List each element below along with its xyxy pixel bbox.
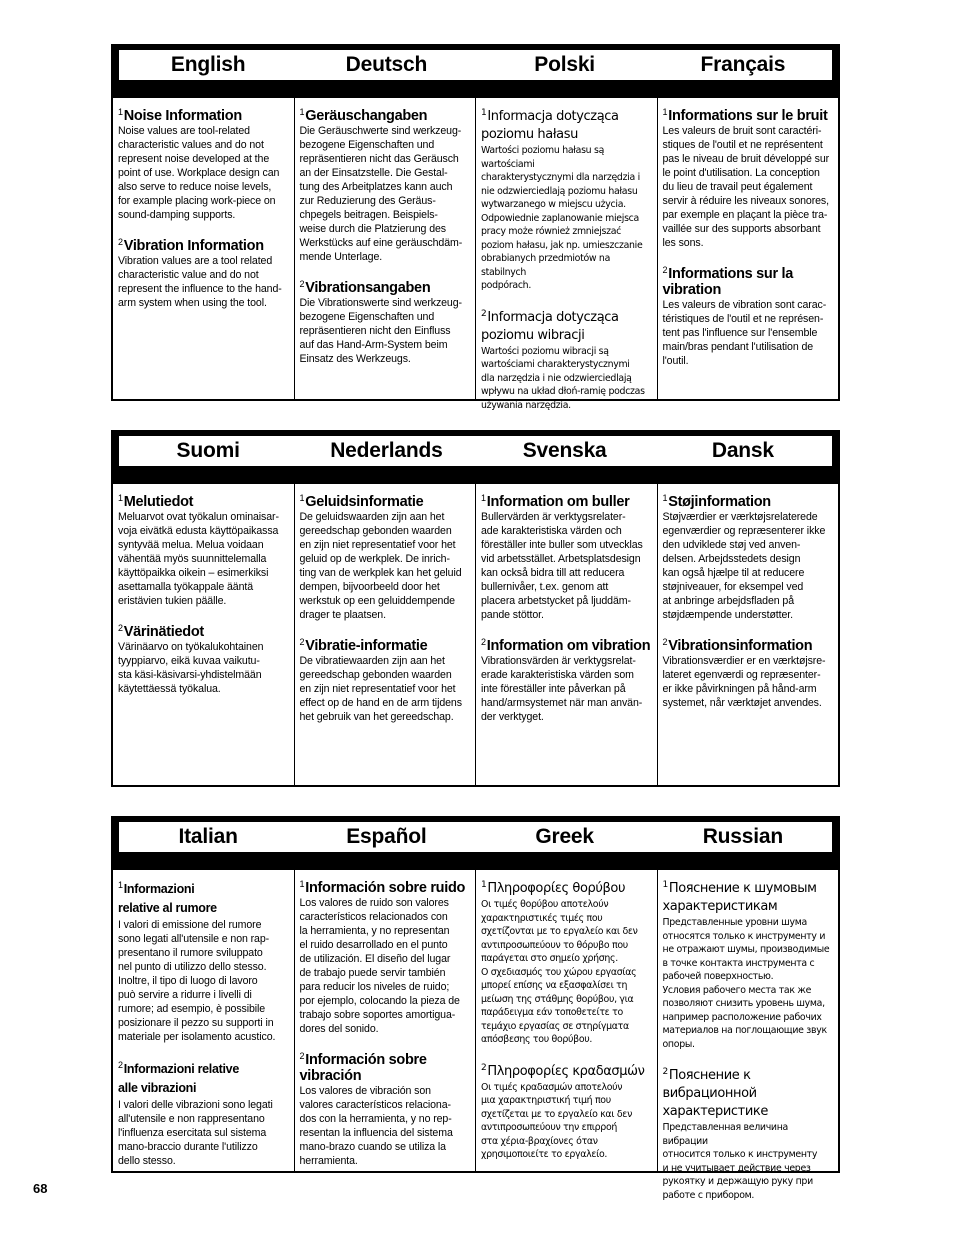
section-body-2: I valori delle vibrazioni sono legati all'utensile e non rappresentano l'influenza esercitata sul sistema mano-braccio durante l'utilizzo dello stesso. [118,1099,273,1167]
section-title-2 [118,620,290,640]
language-columns [113,98,838,411]
section-body-2: De vibratiewaarden zijn aan het gereedschap gebonden waarden en zijn niet representatief voor het effect op de hand en de arm tijdens het gebruik van het gereedschap. [299,655,462,723]
section-title-text: Information om vibration [486,638,651,654]
section-body-1: Noise values are tool-related characteristic values and do not represent noise developed at the point of use. Workplace design can also serve to reduce noise levels, for example placing work-piece on sound-damping supports. [118,125,280,221]
section-title-text: Värinätiedot [123,624,204,640]
footnote-number: 2 [299,1051,305,1061]
column-deutsch [294,98,476,399]
section-title-2 [300,634,472,654]
footnote-number: 2 [481,308,487,319]
footnote-number: 1 [481,493,486,503]
section-body-2: Οι τιμές κραδασμών αποτελούν μια χαρακτηριστική τιμή που σχετίζεται με το εργαλείο και δεν αντιπροσωπεύουν την επιρροή στα χέρια-βραχίονες όταν χρησιμοποιείτε το εργαλείο. [481,1081,633,1160]
section-title-text: Geluidsinformatie [305,494,424,510]
language-title-espanol: Español [346,825,427,848]
section-body-1: Bullervärden är verktygsrelater- ade karakteristiska värden och föreställer inte buller som utvecklas vid arbetsstället. Arbetsplatsdesign kan också bidra till att reducera bullernivåer, t.ex. genom att placera arbetstycket på ljuddäm- pande stöttor. [481,511,643,621]
footnote-number: 1 [299,107,305,117]
footnote-number: 1 [481,108,487,118]
section-body-2: Die Vibrationswerte sind werkzeug- bezogene Eigenschaften und repräsentieren nicht den Einfluss auf das Hand-Arm-System beim Einsatz des Werkzeugs. [299,297,462,365]
section-title-text: Información sobre ruido [305,880,466,896]
language-block-2 [111,430,840,787]
language-title-deutsch: Deutsch [345,53,428,76]
column-francais [657,98,839,399]
section-body-2: Представленная величина вибрации относится только к инструменту и не учитывает действие через рукоятку и держащую руку при работе с прибором. [662,1122,818,1201]
section-title-text: Πληροφορίες θορύβου [487,881,626,896]
section-title-text: Noise Information [123,108,242,124]
section-title-text: Geräuschangaben [305,108,428,124]
section-title-2 [118,1056,290,1098]
section-body-2: Vibrationsvärden är verktygsrelat- erade karakteristiska värden som inte föreställer inte påverkan på hand/armsystemet när man använ- der verktyget. [481,655,643,723]
footnote-number: 1 [118,493,123,503]
footnote-number: 2 [481,1062,487,1073]
section-title-1 [481,876,653,898]
language-header-bar [113,46,838,98]
footnote-number: 2 [118,237,123,247]
section-title-text: Πληροφορίες κραδασμών [487,1063,645,1079]
section-title-2 [663,262,835,298]
column-italian [113,870,294,1171]
section-title-text: Information om buller [486,494,630,510]
section-body-1: De geluidswaarden zijn aan het gereedschap gebonden waarden en zijn niet representatief voor het geluid op de werkplek. De inrich- ting van de werkplek kan het geluid dempen, bijvoorbeeld door het werkstuk op een geluiddempende drager te plaatsen. [299,511,462,621]
footnote-number: 1 [481,880,487,890]
language-title-dansk: Dansk [711,439,774,462]
footnote-number: 1 [299,879,305,889]
footnote-number: 2 [662,1067,668,1077]
section-title-text: Vibration Information [123,238,264,254]
section-title-text: Støjinformation [668,494,771,510]
language-title-svenska: Svenska [522,439,607,462]
section-title-2 [118,234,290,254]
section-title-1 [300,876,472,896]
language-columns [113,870,838,1201]
section-body-1: Meluarvot ovat työkalun ominaisar- voja eivätkä edusta käyttöpaikassa syntyvää melua. Melua voidaan vähentää myös suunnittelemalla käyttöpaikka oikein – esimerkiksi asettamalla työkappale ääntä eristävien tukien päälle. [118,511,279,607]
footnote-number: 1 [662,107,668,117]
language-title-suomi: Suomi [176,439,240,462]
section-title-text: Informacja dotycząca poziomu hałasu [481,109,619,142]
section-title-text: Informacja dotycząca poziomu wibracji [481,309,619,343]
section-title-1 [481,104,653,144]
column-polski [475,98,657,411]
column-dansk [657,484,839,785]
section-title-text: Vibrationsinformation [668,638,813,654]
section-title-text: Пояснение к вибрационной характеристике [662,1068,768,1119]
section-title-1 [663,104,835,124]
footnote-number: 1 [662,880,668,890]
section-title-2 [481,305,653,345]
section-title-2 [663,634,835,654]
section-title-text: Vibrationsangaben [305,280,431,296]
column-greek [475,870,657,1171]
section-title-1 [118,876,290,918]
section-title-text: Informazioni relative alle vibrazioni [118,1062,239,1095]
section-title-1 [118,490,290,510]
section-title-1 [118,104,290,124]
section-title-1 [663,876,835,916]
page-number: 68 [33,1181,48,1196]
section-body-2: Vibration values are a tool related characteristic value and do not represent the influence to the hand- arm system when using the tool. [118,255,282,309]
section-title-text: Пояснение к шумовым характеристикам [662,881,817,914]
footnote-number: 1 [662,493,668,503]
footnote-number: 1 [299,493,305,503]
language-block-3 [111,816,840,1201]
column-svenska [475,484,657,785]
language-header-bar [113,432,838,484]
section-title-2 [300,276,472,296]
language-title-english: English [170,53,246,76]
language-header-bar [113,818,838,870]
language-columns [113,484,838,785]
section-title-2 [481,1059,653,1081]
section-title-1 [663,490,835,510]
section-title-text: Vibratie-informatie [305,638,428,654]
section-title-2 [481,634,653,654]
section-body-2: Vibrationsværdier er en værktøjsre- lateret egenværdi og repræsenter- er ikke påvirkningen på hånd-arm systemet, når værktøjet anvendes. [662,655,826,709]
section-title-1 [300,490,472,510]
section-body-1: Wartości poziomu hałasu są wartościami charakterystycznymi dla narzędzia i nie odzwierciedlają poziomu hałasu wytwarzanego w miejscu użycia. Odpowiednie zaplanowanie miejsca pracy może również zmniejszać poziom hałasu, jak np. umieszczanie obrabianych przedmiotów na stabilnych podpórach. [481,145,643,291]
footnote-number: 2 [481,637,486,647]
language-title-row [119,436,832,466]
language-title-nederlands: Nederlands [330,439,443,462]
section-body-1: Los valores de ruido son valores característicos relacionados con la herramienta, y no representan el ruido desarrollado en el punto de utilización. El diseño del lugar de trabajo puede servir también para reducir los niveles de ruido; por ejemplo, colocando la pieza de trabajo sobre soportes amortigua- dores del sonido. [299,897,460,1035]
section-title-1 [300,104,472,124]
column-suomi [113,484,294,785]
section-title-text: Melutiedot [123,494,194,510]
section-body-1: Οι τιμές θορύβου αποτελούν χαρακτηριστικές τιμές που σχετίζονται με το εργαλείο και δεν αντιπροσωπεύουν το θόρυβο που παράγεται στο σημείο χρήσης. Ο σχεδιασμός του χώρου εργασίας μπορεί επίσης να εξασφαλίσει τη μείωση της στάθμης θορύβου, για παράδειγμα εάν τοποθετείτε το τεμάχιο εργασίας σε στηρίγματα απόσβεσης του θορύβου. [481,899,638,1045]
language-title-italian: Italian [178,825,238,848]
section-body-1: Les valeurs de bruit sont caractéri- stiques de l'outil et ne représentent pas le niveau de bruit développé sur le point d'utilisation. La conception du lieu de travail peut également servir à réduire les niveaux sonores, par exemple en plaçant la pièce tra- vaillée sur des supports absorbant les sons. [662,125,830,249]
section-body-1: Представленные уровни шума относятся только к инструменту и не отражают шумы, производимые в точке контакта инструмента с рабочей поверхностью. Условия рабочего места так же позволяют снизить уровень шума, например расположение рабочих материалов на поглощающие звук опоры. [662,917,830,1050]
footnote-number: 2 [662,637,668,647]
language-block-1 [111,44,840,411]
section-title-text: Informations sur la vibration [662,266,794,298]
section-title-2 [300,1048,472,1084]
section-body-2: Wartości poziomu wibracji są wartościami charakterystycznymi dla narzędzia i nie odzwierciedlają wpływu na układ dłoń-ramię podczas używania narzędzia. [481,345,645,411]
footnote-number: 2 [118,1060,123,1070]
language-title-row [119,822,832,852]
section-body-1: Die Geräuschwerte sind werkzeug- bezogene Eigenschaften und repräsentieren nicht das Geräusch an der Einsatzstelle. Die Gestal- tung des Arbeitplatzes kann auch zur Reduzierung des Geräus- chpegels beitragen. Beispiels- weise durch die Platzierung des Werkstücks auf eine geräuschdäm- mende Unterlage. [299,125,463,263]
section-title-text: Información sobre vibración [299,1052,427,1084]
column-russian [657,870,839,1201]
section-body-2: Les valeurs de vibration sont carac- téristiques de l'outil et ne représen- tent pas l'influence sur l'ensemble main/bras pendant l'utilisation de l'outil. [662,299,827,367]
language-title-greek: Greek [535,825,594,848]
column-espanol [294,870,476,1171]
section-body-1: I valori di emissione del rumore sono legati all'utensile e non rap- presentano il rumore sviluppato nel punto di utilizzo dello stesso. Inoltre, il tipo di luogo di lavoro può servire a ridurre i livelli di rumore; ad esempio, è possibile posizionare il pezzo su supporti in materiale per isolamento acustico. [118,919,276,1043]
section-title-1 [481,490,653,510]
section-body-1: Støjværdier er værktøjsrelaterede egenværdier og repræsenterer ikke den udviklede støj ved anven- delsen. Arbejdsstedets design kan også hjælpe til at reducere støjniveauer, for eksempel ved at anbringe arbejdsfladen på støjdæmpende understøtter. [662,511,826,621]
section-title-text: Informations sur le bruit [668,108,828,124]
section-body-2: Los valores de vibración son valores característicos relaciona- dos con la herramienta, y no rep- resentan la influencia del sistema mano-brazo cuando se utiliza la herramienta. [299,1085,453,1167]
footnote-number: 2 [299,279,305,289]
footnote-number: 1 [118,880,123,890]
column-english [113,98,294,399]
language-title-francais: Français [700,53,786,76]
language-title-polski: Polski [534,53,595,76]
language-title-row [119,50,832,80]
language-title-russian: Russian [702,825,784,848]
footnote-number: 2 [299,637,305,647]
footnote-number: 2 [662,265,668,275]
footnote-number: 1 [118,107,123,117]
section-body-2: Värinäarvo on työkalukohtainen tyyppiarvo, eikä kuvaa vaikutu- sta käsi-käsivarsi-yhdistelmään käytettäessä työkalua. [118,641,264,695]
column-nederlands [294,484,476,785]
section-title-text: Informazioni relative al rumore [118,882,217,915]
section-title-2 [663,1063,835,1121]
footnote-number: 2 [118,623,123,633]
